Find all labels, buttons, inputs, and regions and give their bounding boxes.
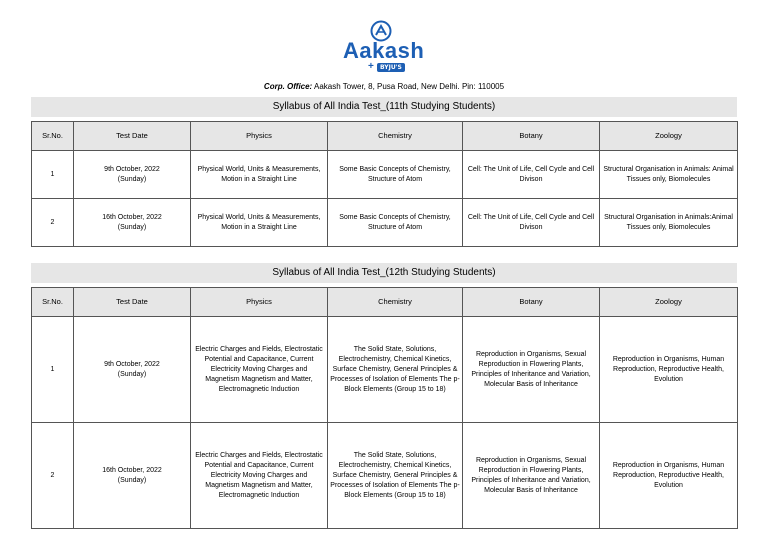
- logo-sub: BYJU'S: [377, 63, 405, 72]
- corp-office-label: Corp. Office:: [263, 82, 313, 91]
- table-row: [32, 423, 738, 529]
- header-physics: Physics: [191, 288, 328, 317]
- logo-plus: +: [368, 61, 374, 72]
- chemistry-syllabus: The Solid State, Solutions, Electrochemistry, Chemical Kinetics, Surface Chemistry, General Principles & Processes of Isolation of Elements The p-Block Elements (Group 15 to 18): [328, 423, 463, 529]
- sr-no: 2: [32, 199, 74, 247]
- test-day: (Sunday): [117, 370, 147, 378]
- test-date: 9th October, 2022: [104, 165, 160, 173]
- botany-syllabus: Reproduction in Organisms, Sexual Reproduction in Flowering Plants, Principles of Inheritance and Variation, Molecular Basis of Inheritance: [463, 317, 600, 423]
- header-botany: Botany: [463, 122, 600, 151]
- chemistry-syllabus: Some Basic Concepts of Chemistry, Structure of Atom: [328, 151, 463, 199]
- test-day: (Sunday): [117, 476, 147, 484]
- zoology-syllabus: Structural Organisation in Animals: Animal Tissues only, Biomolecules: [600, 151, 738, 199]
- physics-syllabus: Electric Charges and Fields, Electrostatic Potential and Capacitance, Current Electricity Moving Charges and Magnetism Magnetism and Matter, Electromagnetic Induction: [191, 317, 328, 423]
- table-header-row: [32, 288, 738, 317]
- corp-office: [0, 82, 768, 91]
- corp-office-address: Aakash Tower, 8, Pusa Road, New Delhi. Pin: 110005: [314, 82, 505, 91]
- botany-syllabus: Reproduction in Organisms, Sexual Reproduction in Flowering Plants, Principles of Inheritance and Variation, Molecular Basis of Inheritance: [463, 423, 600, 529]
- section-12-title: Syllabus of All India Test_(12th Studying Students): [31, 263, 737, 283]
- section-11-title: Syllabus of All India Test_(11th Studying Students): [31, 97, 737, 117]
- chemistry-syllabus: The Solid State, Solutions, Electrochemistry, Chemical Kinetics, Surface Chemistry, General Principles & Processes of Isolation of Elements The p-Block Elements (Group 15 to 18): [328, 317, 463, 423]
- test-date: 16th October, 2022: [102, 213, 162, 221]
- test-date-cell: [74, 199, 191, 247]
- test-date-cell: [74, 317, 191, 423]
- header-test-date: Test Date: [74, 122, 191, 151]
- header-zoology: Zoology: [600, 122, 738, 151]
- sr-no: 1: [32, 151, 74, 199]
- zoology-syllabus: Reproduction in Organisms, Human Reproduction, Reproductive Health, Evolution: [600, 317, 738, 423]
- table-row: [32, 151, 738, 199]
- test-date-cell: [74, 423, 191, 529]
- header-chemistry: Chemistry: [328, 288, 463, 317]
- test-date-cell: [74, 151, 191, 199]
- physics-syllabus: Physical World, Units & Measurements, Motion in a Straight Line: [191, 199, 328, 247]
- syllabus-table-11: [31, 121, 738, 247]
- header-botany: Botany: [463, 288, 600, 317]
- sr-no: 1: [32, 317, 74, 423]
- header-sr-no: Sr.No.: [32, 122, 74, 151]
- aakash-logo: [337, 20, 427, 74]
- header-physics: Physics: [191, 122, 328, 151]
- zoology-syllabus: Structural Organisation in Animals:Animal Tissues only, Biomolecules: [600, 199, 738, 247]
- header-sr-no: Sr.No.: [32, 288, 74, 317]
- sr-no: 2: [32, 423, 74, 529]
- test-day: (Sunday): [117, 223, 147, 231]
- table-row: [32, 317, 738, 423]
- botany-syllabus: Cell: The Unit of Life, Cell Cycle and Cell Divison: [463, 199, 600, 247]
- syllabus-table-12: [31, 287, 738, 529]
- physics-syllabus: Physical World, Units & Measurements, Motion in a Straight Line: [191, 151, 328, 199]
- botany-syllabus: Cell: The Unit of Life, Cell Cycle and Cell Divison: [463, 151, 600, 199]
- header-chemistry: Chemistry: [328, 122, 463, 151]
- test-date: 16th October, 2022: [102, 466, 162, 474]
- header-test-date: Test Date: [74, 288, 191, 317]
- test-day: (Sunday): [117, 175, 147, 183]
- header-zoology: Zoology: [600, 288, 738, 317]
- table-row: [32, 199, 738, 247]
- zoology-syllabus: Reproduction in Organisms, Human Reproduction, Reproductive Health, Evolution: [600, 423, 738, 529]
- chemistry-syllabus: Some Basic Concepts of Chemistry, Structure of Atom: [328, 199, 463, 247]
- physics-syllabus: Electric Charges and Fields, Electrostatic Potential and Capacitance, Current Electricity Moving Charges and Magnetism Magnetism and Matter, Electromagnetic Induction: [191, 423, 328, 529]
- test-date: 9th October, 2022: [104, 360, 160, 368]
- table-header-row: [32, 122, 738, 151]
- logo-brand: Aakash: [343, 38, 425, 63]
